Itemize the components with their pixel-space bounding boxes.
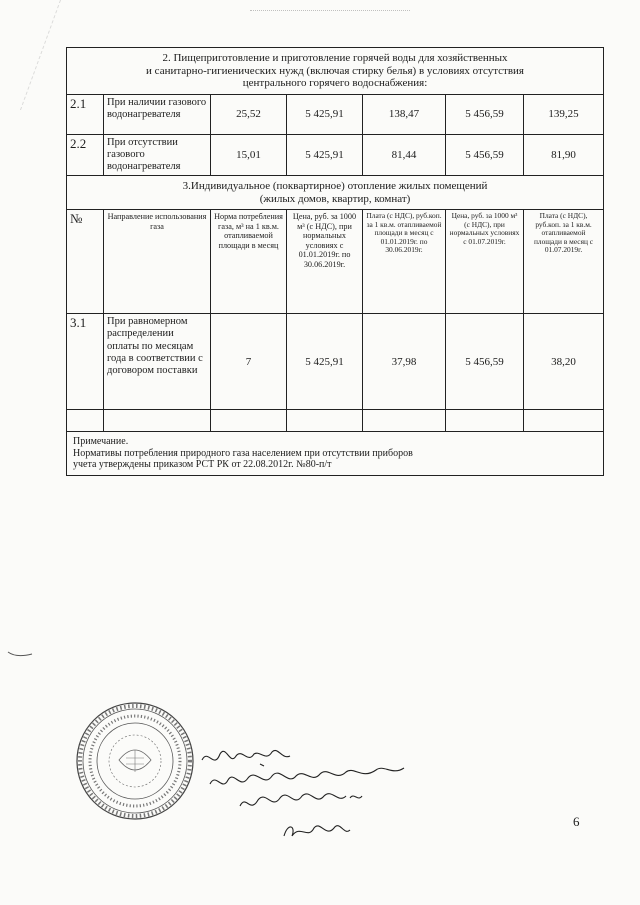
section3-column-headers: № Направление использования газа Норма потребления газа, м³ на 1 кв.м. отапливаемой площади в месяц Цена, руб. за 1000 м³ (с НДС), при нормальных условиях с 01.01.2019г. по 30.06.2019г. Плата (с НДС), руб.коп. за 1 кв.м. отапливаемой площади в месяц с 01.01.2019г. по 30.06.2019г. Цена, руб. за 1000 м³ (с НДС), при нормальных условиях с 01.07.2019г. Плата (с НДС), руб.коп. за 1 кв.м. отапливаемой площади в месяц с 01.07.2019г. bbox=[67, 210, 604, 314]
handwritten-signature bbox=[200, 740, 410, 850]
section2-title: 2. Пищеприготовление и приготовление горячей воды для хозяйственных и санитарно-гигиенических нужд (включая стирку белья) в условиях отсутствия центрального горячего водоснабжения: bbox=[67, 48, 604, 95]
table-row-empty bbox=[67, 410, 604, 432]
section2-header bbox=[67, 48, 604, 95]
top-scan-artifact bbox=[250, 10, 410, 19]
seal-stamp bbox=[74, 700, 196, 822]
table-row-2-1: 2.1 При наличии газового водонагревателя 25,52 5 425,91 138,47 5 456,59 139,25 bbox=[67, 94, 604, 134]
page-number: 6 bbox=[573, 814, 580, 829]
tariff-table bbox=[66, 47, 604, 476]
table-row-2-2: 2.2 При отсутствии газового водонагревателя 15,01 5 425,91 81,44 5 456,59 81,90 bbox=[67, 134, 604, 175]
margin-mark bbox=[6, 648, 36, 660]
note-row bbox=[67, 432, 604, 476]
section3-header bbox=[67, 176, 604, 210]
table-row-3-1: 3.1 При равномерном распределении оплаты по месяцам года в соответствии с договором поставки 7 5 425,91 37,98 5 456,59 38,20 bbox=[67, 314, 604, 410]
note: Примечание. Нормативы потребления природного газа населением при отсутствии приборов учета утверждены приказом РСТ РК от 22.08.2012г. №80-п/т bbox=[67, 432, 604, 476]
section3-title: 3.Индивидуальное (поквартирное) отопление жилых помещений (жилых домов, квартир, комнат) bbox=[67, 176, 604, 210]
corner-scan-artifact bbox=[0, 0, 61, 110]
